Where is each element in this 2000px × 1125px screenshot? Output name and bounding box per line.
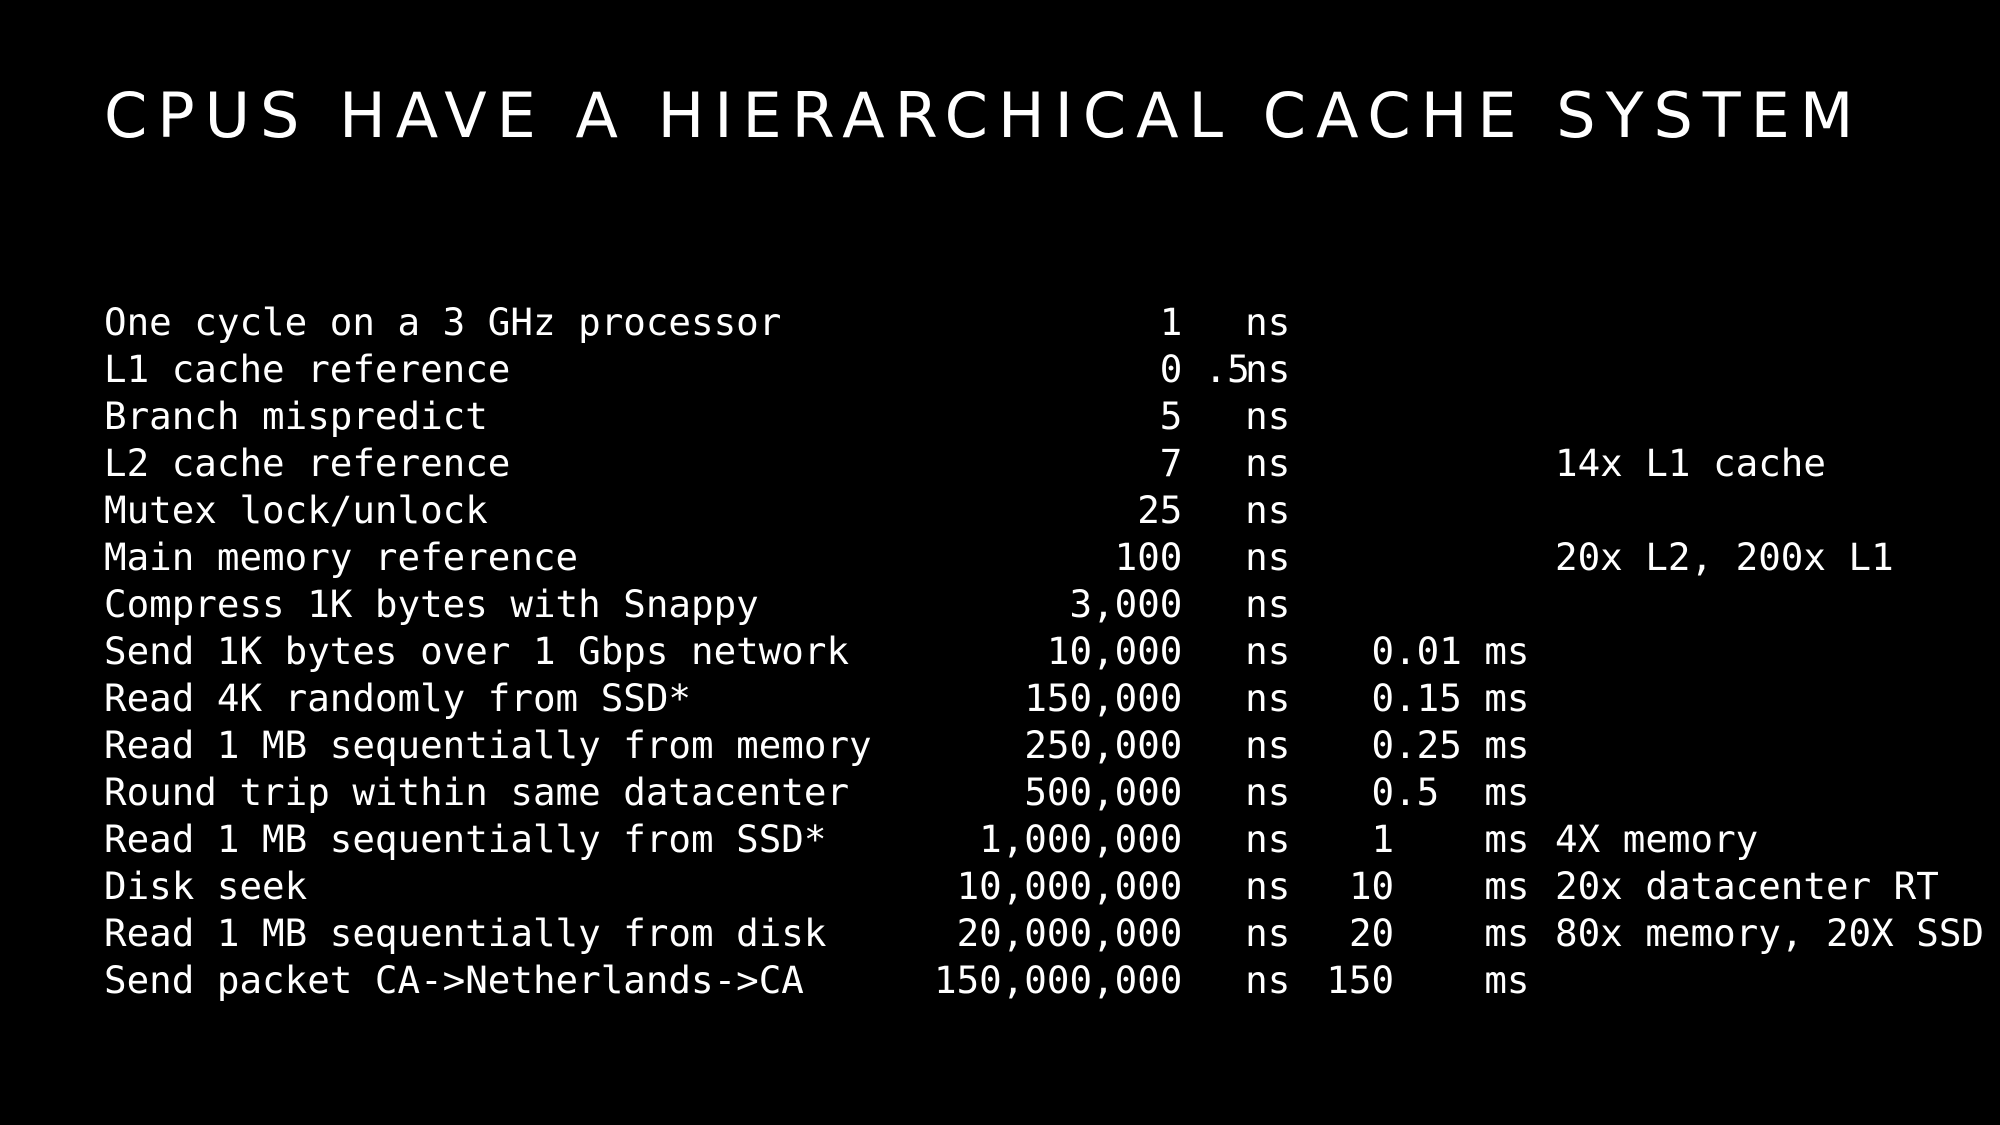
latency-ms-fraction bbox=[1394, 910, 1462, 957]
latency-ns-fraction-and-unit bbox=[1182, 487, 1290, 534]
latency-ns-value: 150,000,000 bbox=[934, 958, 1183, 1002]
table-row bbox=[104, 487, 1984, 534]
latency-ms-value bbox=[1290, 534, 1394, 581]
comparison-note: 20x datacenter RT bbox=[1555, 864, 1939, 908]
table-row bbox=[104, 722, 1984, 769]
latency-ns-unit: ns bbox=[1245, 535, 1291, 579]
latency-ns-value: 10,000 bbox=[1046, 629, 1183, 673]
latency-ms-value bbox=[1290, 487, 1394, 534]
latency-ns-fraction-and-unit bbox=[1182, 534, 1290, 581]
latency-ns-fraction-and-unit bbox=[1182, 393, 1290, 440]
table-row bbox=[104, 393, 1984, 440]
latency-ns-fraction-and-unit bbox=[1182, 816, 1290, 863]
latency-ns-unit: ns bbox=[1245, 582, 1291, 626]
latency-ms-value: 0 bbox=[1371, 770, 1395, 814]
latency-ns-fraction-and-unit bbox=[1182, 863, 1290, 910]
comparison-note bbox=[1555, 581, 1984, 628]
operation-label: Send packet CA->Netherlands->CA bbox=[104, 958, 804, 1002]
operation-label: Mutex lock/unlock bbox=[104, 488, 488, 532]
comparison-note bbox=[1555, 957, 1984, 1004]
latency-ms-fraction bbox=[1394, 957, 1462, 1004]
latency-ns-value: 150,000 bbox=[1024, 676, 1183, 720]
latency-ms-value bbox=[1290, 440, 1394, 487]
latency-ns-value: 25 bbox=[1137, 488, 1183, 532]
latency-ms-unit bbox=[1462, 487, 1530, 534]
latency-ms-fraction bbox=[1394, 816, 1462, 863]
table-row bbox=[104, 863, 1984, 910]
latency-ns-unit: ns bbox=[1245, 488, 1291, 532]
latency-ms-fraction bbox=[1394, 393, 1462, 440]
latency-ns-fraction-and-unit bbox=[1182, 722, 1290, 769]
latency-ms-fraction bbox=[1394, 863, 1462, 910]
comparison-note bbox=[1555, 346, 1984, 393]
comparison-note: 4X memory bbox=[1555, 817, 1759, 861]
latency-ms-fraction bbox=[1394, 487, 1462, 534]
table-row bbox=[104, 675, 1984, 722]
latency-ns-fraction-and-unit bbox=[1182, 957, 1290, 1004]
latency-ns-value: 10,000,000 bbox=[956, 864, 1183, 908]
latency-ns-fraction-and-unit bbox=[1182, 440, 1290, 487]
latency-ms-unit: ms bbox=[1484, 629, 1530, 673]
latency-ms-unit: ms bbox=[1484, 723, 1530, 767]
latency-ms-value: 1 bbox=[1371, 817, 1395, 861]
latency-ns-value: 20,000,000 bbox=[956, 911, 1183, 955]
comparison-note bbox=[1555, 628, 1984, 675]
latency-ns-unit: ns bbox=[1245, 770, 1291, 814]
operation-label: Disk seek bbox=[104, 864, 308, 908]
operation-label: Main memory reference bbox=[104, 535, 579, 579]
latency-ms-unit: ms bbox=[1484, 958, 1530, 1002]
latency-ms-value: 150 bbox=[1326, 958, 1395, 1002]
latency-ns-unit: ns bbox=[1245, 676, 1291, 720]
comparison-note bbox=[1555, 769, 1984, 816]
latency-ns-fraction-and-unit bbox=[1182, 346, 1290, 393]
latency-table-body bbox=[104, 299, 1984, 1004]
latency-ns-unit: ns bbox=[1245, 300, 1291, 344]
comparison-note bbox=[1555, 487, 1984, 534]
table-row bbox=[104, 910, 1984, 957]
latency-ms-value bbox=[1290, 393, 1394, 440]
latency-ms-fraction bbox=[1394, 346, 1462, 393]
latency-ns-value: 5 bbox=[1159, 394, 1183, 438]
latency-ms-unit: ms bbox=[1484, 817, 1530, 861]
table-row bbox=[104, 769, 1984, 816]
comparison-note bbox=[1555, 393, 1984, 440]
latency-ms-fraction bbox=[1394, 299, 1462, 346]
comparison-note bbox=[1555, 299, 1984, 346]
operation-label: One cycle on a 3 GHz processor bbox=[104, 300, 782, 344]
operation-label: Round trip within same datacenter bbox=[104, 770, 850, 814]
latency-ms-fraction bbox=[1394, 581, 1462, 628]
latency-ms-fraction: .01 bbox=[1394, 629, 1462, 673]
latency-ns-value: 0 bbox=[1159, 347, 1183, 391]
operation-label: L2 cache reference bbox=[104, 441, 511, 485]
operation-label: Send 1K bytes over 1 Gbps network bbox=[104, 629, 850, 673]
table-row bbox=[104, 581, 1984, 628]
comparison-note bbox=[1555, 722, 1984, 769]
table-row bbox=[104, 957, 1984, 1004]
latency-ns-unit: ns bbox=[1245, 817, 1291, 861]
latency-ms-fraction bbox=[1394, 440, 1462, 487]
latency-ns-fraction-and-unit bbox=[1182, 581, 1290, 628]
latency-ns-value: 1,000,000 bbox=[979, 817, 1183, 861]
operation-label: Read 1 MB sequentially from disk bbox=[104, 911, 827, 955]
operation-label: Compress 1K bytes with Snappy bbox=[104, 582, 759, 626]
latency-ms-fraction bbox=[1394, 534, 1462, 581]
latency-ns-value: 100 bbox=[1114, 535, 1183, 579]
table-row bbox=[104, 346, 1984, 393]
latency-ms-unit bbox=[1462, 346, 1530, 393]
table-row bbox=[104, 628, 1984, 675]
latency-ns-unit: ns bbox=[1245, 911, 1291, 955]
latency-ns-unit: ns bbox=[1245, 723, 1291, 767]
comparison-note bbox=[1555, 675, 1984, 722]
latency-ms-fraction: .25 bbox=[1394, 723, 1462, 767]
latency-ns-unit: ns bbox=[1245, 441, 1291, 485]
latency-ns-value: 500,000 bbox=[1024, 770, 1183, 814]
latency-ns-fraction-and-unit bbox=[1182, 675, 1290, 722]
latency-ms-value: 20 bbox=[1348, 911, 1395, 955]
latency-ms-unit: ms bbox=[1484, 864, 1530, 908]
latency-ms-fraction: .5 bbox=[1394, 770, 1440, 814]
latency-ms-unit bbox=[1462, 581, 1530, 628]
latency-ns-fraction-and-unit bbox=[1182, 628, 1290, 675]
operation-label: Read 1 MB sequentially from memory bbox=[104, 723, 872, 767]
comparison-note: 20x L2, 200x L1 bbox=[1555, 535, 1894, 579]
latency-ns-value: 3,000 bbox=[1069, 582, 1183, 626]
latency-ms-unit bbox=[1462, 393, 1530, 440]
table-row bbox=[104, 816, 1984, 863]
latency-ns-unit: ns bbox=[1245, 394, 1291, 438]
latency-ns-fraction-and-unit bbox=[1182, 910, 1290, 957]
latency-ms-unit: ms bbox=[1484, 911, 1530, 955]
latency-ns-unit: ns bbox=[1245, 958, 1291, 1002]
latency-ms-value: 0 bbox=[1371, 629, 1395, 673]
latency-ns-value: 250,000 bbox=[1024, 723, 1183, 767]
latency-ms-fraction: .15 bbox=[1394, 676, 1462, 720]
latency-ns-fraction-and-unit bbox=[1182, 769, 1290, 816]
latency-ns-value: 7 bbox=[1159, 441, 1183, 485]
table-row bbox=[104, 440, 1984, 487]
table-row bbox=[104, 534, 1984, 581]
latency-ns-unit: ns bbox=[1245, 347, 1291, 391]
latency-ns-value: 1 bbox=[1159, 300, 1183, 344]
operation-label: Read 1 MB sequentially from SSD* bbox=[104, 817, 827, 861]
latency-ms-value: 0 bbox=[1371, 723, 1395, 767]
latency-ns-fraction-and-unit bbox=[1182, 299, 1290, 346]
latency-ms-value: 0 bbox=[1371, 676, 1395, 720]
comparison-note: 80x memory, 20X SSD bbox=[1555, 911, 1984, 955]
latency-ms-unit: ms bbox=[1484, 770, 1530, 814]
comparison-note: 14x L1 cache bbox=[1555, 441, 1826, 485]
latency-ms-unit bbox=[1462, 440, 1530, 487]
latency-ms-value bbox=[1290, 299, 1394, 346]
operation-label: L1 cache reference bbox=[104, 347, 511, 391]
slide-title: CPUS HAVE A HIERARCHICAL CACHE SYSTEM bbox=[104, 79, 1864, 152]
operation-label: Branch mispredict bbox=[104, 394, 488, 438]
table-row bbox=[104, 299, 1984, 346]
latency-ms-unit bbox=[1462, 299, 1530, 346]
operation-label: Read 4K randomly from SSD* bbox=[104, 676, 691, 720]
latency-ns-unit: ns bbox=[1245, 629, 1291, 673]
latency-ms-value: 10 bbox=[1348, 864, 1395, 908]
latency-ns-unit: ns bbox=[1245, 864, 1291, 908]
latency-ms-value bbox=[1290, 346, 1394, 393]
latency-ms-value bbox=[1290, 581, 1394, 628]
latency-ns-fraction: .5 bbox=[1204, 347, 1250, 391]
latency-ms-unit: ms bbox=[1484, 676, 1530, 720]
latency-ms-unit bbox=[1462, 534, 1530, 581]
latency-table bbox=[104, 299, 1984, 1004]
